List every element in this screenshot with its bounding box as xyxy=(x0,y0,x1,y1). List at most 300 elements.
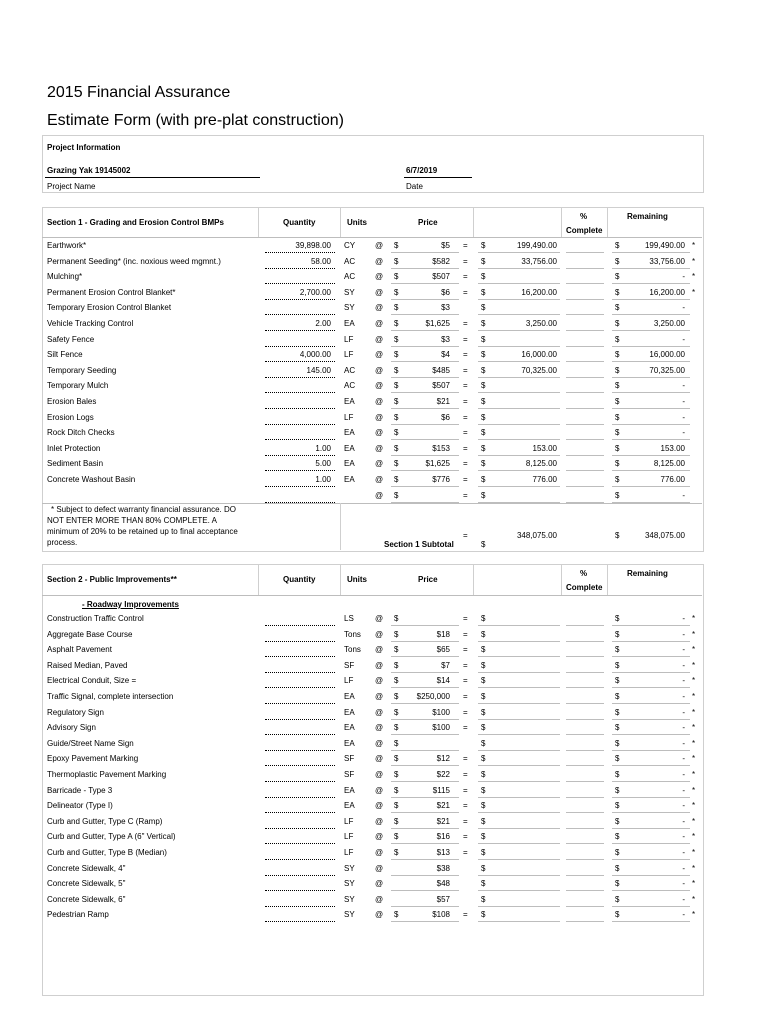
quantity-underline xyxy=(265,890,335,891)
unit-label: LS xyxy=(344,614,354,623)
quantity-underline xyxy=(265,906,335,907)
percent-complete-field[interactable] xyxy=(566,252,604,253)
unit-label: EA xyxy=(344,738,355,748)
remaining-dollar: $ xyxy=(615,707,620,717)
unit-price: $21 xyxy=(436,801,450,811)
percent-complete-field[interactable] xyxy=(566,268,604,269)
quantity-underline xyxy=(265,750,335,751)
quantity-underline xyxy=(265,455,335,456)
table-row xyxy=(0,893,770,908)
unit-label: SY xyxy=(344,863,355,873)
remaining-underline xyxy=(612,672,690,673)
price-dollar: $ xyxy=(394,832,399,842)
section1-header-col-sep xyxy=(340,207,341,237)
total-dollar: $ xyxy=(481,910,486,920)
table-row xyxy=(0,489,770,504)
total-underline xyxy=(478,392,560,393)
price-underline xyxy=(391,392,459,393)
remaining-amount: - xyxy=(682,879,685,889)
at-symbol: @ xyxy=(375,397,384,406)
section2-subheading: - Roadway Improvements xyxy=(82,600,179,609)
price-underline xyxy=(391,439,459,440)
warranty-asterisk: * xyxy=(692,272,696,282)
remaining-amount: - xyxy=(682,303,685,313)
percent-complete-field[interactable] xyxy=(566,843,604,844)
quantity-field[interactable]: 2,700.00 xyxy=(299,287,331,297)
section1-header-col-sep xyxy=(607,207,608,237)
price-dollar: $ xyxy=(394,256,399,266)
unit-label: LF xyxy=(344,412,354,422)
item-name: Regulatory Sign xyxy=(47,707,104,717)
remaining-dollar: $ xyxy=(615,397,620,406)
total-dollar: $ xyxy=(481,801,486,811)
item-name: Permanent Erosion Control Blanket* xyxy=(47,287,176,297)
unit-label: EA xyxy=(344,475,355,484)
item-name: Epoxy Pavement Marking xyxy=(47,754,139,764)
total-underline xyxy=(478,346,560,347)
price-underline xyxy=(391,346,459,347)
percent-complete-field[interactable] xyxy=(566,455,604,456)
at-symbol: @ xyxy=(375,848,384,857)
unit-label: SY xyxy=(344,910,355,920)
percent-complete-field[interactable] xyxy=(566,486,604,487)
price-dollar: $ xyxy=(394,816,399,826)
unit-label: EA xyxy=(344,785,355,795)
quantity-underline xyxy=(265,921,335,922)
total-dollar: $ xyxy=(481,832,486,842)
quantity-underline xyxy=(265,687,335,688)
remaining-underline xyxy=(612,361,690,362)
remaining-dollar: $ xyxy=(615,910,620,920)
item-name: Concrete Sidewalk, 6" xyxy=(47,894,126,904)
table-row xyxy=(0,799,770,814)
total-dollar: $ xyxy=(481,614,486,623)
percent-complete-field[interactable] xyxy=(566,392,604,393)
price-underline xyxy=(391,672,459,673)
total-underline xyxy=(478,656,560,657)
price-underline xyxy=(391,314,459,315)
remaining-amount: - xyxy=(682,785,685,795)
remaining-amount: 70,325.00 xyxy=(649,365,685,375)
project-name-line xyxy=(45,177,260,178)
remaining-dollar: $ xyxy=(615,443,620,453)
price-dollar: $ xyxy=(394,723,399,733)
item-name: Curb and Gutter, Type C (Ramp) xyxy=(47,816,163,826)
total-dollar: $ xyxy=(481,645,486,655)
percent-complete-field[interactable] xyxy=(566,906,604,907)
warranty-asterisk: * xyxy=(692,287,696,297)
unit-label: LF xyxy=(344,676,354,686)
percent-complete-field[interactable] xyxy=(566,408,604,409)
total-underline xyxy=(478,765,560,766)
percent-complete-field[interactable] xyxy=(566,346,604,347)
warranty-asterisk: * xyxy=(692,614,696,623)
percent-complete-field[interactable] xyxy=(566,859,604,860)
remaining-dollar: $ xyxy=(615,723,620,733)
remaining-amount: 153.00 xyxy=(660,443,685,453)
price-dollar: $ xyxy=(394,754,399,764)
project-name-value[interactable]: Grazing Yak 19145002 xyxy=(47,166,131,175)
form-title-line-2: Estimate Form (with pre-plat construction) xyxy=(47,112,344,129)
equals-symbol: = xyxy=(463,475,468,484)
total-dollar: $ xyxy=(481,754,486,764)
remaining-dollar: $ xyxy=(615,459,620,469)
at-symbol: @ xyxy=(375,443,384,453)
remaining-underline xyxy=(612,750,690,751)
percent-complete-field[interactable] xyxy=(566,361,604,362)
unit-label: EA xyxy=(344,459,355,469)
remaining-dollar: $ xyxy=(615,381,620,391)
at-symbol: @ xyxy=(375,475,384,484)
at-symbol: @ xyxy=(375,894,384,904)
percent-complete-field[interactable] xyxy=(566,703,604,704)
remaining-underline xyxy=(612,377,690,378)
percent-complete-field[interactable] xyxy=(566,781,604,782)
at-symbol: @ xyxy=(375,863,384,873)
unit-label: LF xyxy=(344,848,354,857)
table-row xyxy=(0,706,770,721)
remaining-dollar: $ xyxy=(615,692,620,701)
item-name: Erosion Logs xyxy=(47,412,94,422)
percent-complete-field[interactable] xyxy=(566,672,604,673)
unit-label: SF xyxy=(344,660,355,670)
percent-complete-field[interactable] xyxy=(566,641,604,642)
percent-complete-field[interactable] xyxy=(566,625,604,626)
quantity-field[interactable]: 145.00 xyxy=(306,365,331,375)
remaining-dollar: $ xyxy=(615,272,620,282)
equals-symbol: = xyxy=(463,629,468,639)
unit-price: $22 xyxy=(436,770,450,779)
total-dollar: $ xyxy=(481,319,486,328)
percent-complete-field[interactable] xyxy=(566,439,604,440)
percent-complete-field[interactable] xyxy=(566,283,604,284)
quantity-field[interactable]: 5.00 xyxy=(315,459,331,469)
quantity-field[interactable]: 1.00 xyxy=(315,443,331,453)
section1-title: Section 1 - Grading and Erosion Control BMPs xyxy=(47,218,224,227)
unit-price: $3 xyxy=(441,334,450,344)
percent-complete-field[interactable] xyxy=(566,719,604,720)
equals-symbol: = xyxy=(463,272,468,282)
at-symbol: @ xyxy=(375,459,384,469)
total-underline xyxy=(478,641,560,642)
warranty-asterisk: * xyxy=(692,676,696,686)
at-symbol: @ xyxy=(375,614,384,623)
percent-complete-field[interactable] xyxy=(566,656,604,657)
remaining-underline xyxy=(612,921,690,922)
remaining-amount: - xyxy=(682,707,685,717)
remaining-amount: - xyxy=(682,770,685,779)
table-row xyxy=(0,364,770,379)
line-total: 776.00 xyxy=(532,475,557,484)
table-row xyxy=(0,768,770,783)
warranty-asterisk: * xyxy=(692,738,696,748)
remaining-dollar: $ xyxy=(615,412,620,422)
section1-note-line-3: minimum of 20% to be retained up to final acceptance xyxy=(47,527,238,536)
quantity-underline xyxy=(265,656,335,657)
equals-symbol: = xyxy=(463,319,468,328)
table-row xyxy=(0,784,770,799)
item-name: Construction Traffic Control xyxy=(47,614,144,623)
remaining-amount: - xyxy=(682,723,685,733)
remaining-amount: - xyxy=(682,754,685,764)
table-row xyxy=(0,411,770,426)
warranty-asterisk: * xyxy=(692,816,696,826)
warranty-asterisk: * xyxy=(692,692,696,701)
percent-complete-field[interactable] xyxy=(566,921,604,922)
price-dollar: $ xyxy=(394,397,399,406)
warranty-asterisk: * xyxy=(692,754,696,764)
section1-complete-header: Complete xyxy=(566,226,603,235)
item-name: Earthwork* xyxy=(47,241,87,250)
total-dollar: $ xyxy=(481,287,486,297)
total-dollar: $ xyxy=(481,660,486,670)
table-row xyxy=(0,255,770,270)
percent-complete-field[interactable] xyxy=(566,299,604,300)
price-dollar: $ xyxy=(394,443,399,453)
table-row xyxy=(0,333,770,348)
unit-label: LF xyxy=(344,832,354,842)
remaining-underline xyxy=(612,765,690,766)
warranty-asterisk: * xyxy=(692,801,696,811)
total-dollar: $ xyxy=(481,428,486,438)
total-dollar: $ xyxy=(481,738,486,748)
total-underline xyxy=(478,890,560,891)
price-underline xyxy=(391,361,459,362)
unit-price: $48 xyxy=(436,879,450,889)
table-row xyxy=(0,908,770,923)
table-row xyxy=(0,612,770,627)
total-dollar: $ xyxy=(481,256,486,266)
percent-complete-field[interactable] xyxy=(566,875,604,876)
equals-symbol: = xyxy=(463,910,468,920)
equals-symbol: = xyxy=(463,707,468,717)
at-symbol: @ xyxy=(375,490,384,500)
unit-label: Tons xyxy=(344,645,361,655)
price-underline xyxy=(391,408,459,409)
price-underline xyxy=(391,859,459,860)
item-name: Silt Fence xyxy=(47,350,83,360)
quantity-field[interactable]: 58.00 xyxy=(310,256,331,266)
percent-complete-field[interactable] xyxy=(566,797,604,798)
percent-complete-field[interactable] xyxy=(566,828,604,829)
quantity-field[interactable]: 1.00 xyxy=(315,475,331,484)
remaining-underline xyxy=(612,812,690,813)
warranty-asterisk: * xyxy=(692,723,696,733)
price-dollar: $ xyxy=(394,428,399,438)
percent-complete-field[interactable] xyxy=(566,765,604,766)
percent-complete-field[interactable] xyxy=(566,377,604,378)
remaining-dollar: $ xyxy=(615,754,620,764)
percent-complete-field[interactable] xyxy=(566,750,604,751)
table-row xyxy=(0,239,770,254)
section2-quantity-header: Quantity xyxy=(283,575,316,584)
remaining-amount: - xyxy=(682,381,685,391)
percent-complete-field[interactable] xyxy=(566,734,604,735)
section2-header-col-sep xyxy=(561,564,562,595)
remaining-underline xyxy=(612,470,690,471)
at-symbol: @ xyxy=(375,676,384,686)
line-total: 153.00 xyxy=(532,443,557,453)
quantity-underline xyxy=(265,314,335,315)
total-underline xyxy=(478,268,560,269)
section1-note-line-2: NOT ENTER MORE THAN 80% COMPLETE. A xyxy=(47,516,217,525)
total-dollar: $ xyxy=(481,397,486,406)
unit-label: SF xyxy=(344,770,355,779)
price-dollar: $ xyxy=(394,459,399,469)
equals-symbol: = xyxy=(463,848,468,857)
item-name: Thermoplastic Pavement Marking xyxy=(47,770,167,779)
table-row xyxy=(0,348,770,363)
quantity-underline xyxy=(265,361,335,362)
price-underline xyxy=(391,641,459,642)
remaining-dollar: $ xyxy=(615,475,620,484)
total-dollar: $ xyxy=(481,443,486,453)
remaining-dollar: $ xyxy=(615,879,620,889)
remaining-dollar: $ xyxy=(615,334,620,344)
quantity-underline xyxy=(265,719,335,720)
quantity-underline xyxy=(265,859,335,860)
remaining-amount: 776.00 xyxy=(660,475,685,484)
percent-complete-field[interactable] xyxy=(566,424,604,425)
total-dollar: $ xyxy=(481,365,486,375)
price-underline xyxy=(391,797,459,798)
unit-price: $7 xyxy=(441,660,450,670)
remaining-dollar: $ xyxy=(615,287,620,297)
remaining-dollar: $ xyxy=(615,785,620,795)
total-underline xyxy=(478,299,560,300)
unit-label: EA xyxy=(344,428,355,438)
remaining-underline xyxy=(612,641,690,642)
unit-label: SF xyxy=(344,754,355,764)
unit-label: EA xyxy=(344,692,355,701)
at-symbol: @ xyxy=(375,785,384,795)
total-underline xyxy=(478,361,560,362)
remaining-underline xyxy=(612,408,690,409)
section1-subtotal-label: Section 1 Subtotal xyxy=(384,540,454,549)
at-symbol: @ xyxy=(375,660,384,670)
total-underline xyxy=(478,812,560,813)
section1-subtotal-remain: 348,075.00 xyxy=(644,531,685,540)
price-underline xyxy=(391,470,459,471)
section1-price-header: Price xyxy=(418,218,438,227)
section1-header-col-sep xyxy=(561,207,562,237)
remaining-dollar: $ xyxy=(615,676,620,686)
table-row xyxy=(0,737,770,752)
unit-price: $100 xyxy=(432,723,450,733)
percent-complete-field[interactable] xyxy=(566,470,604,471)
line-total: 199,490.00 xyxy=(516,241,557,250)
percent-complete-field[interactable] xyxy=(566,812,604,813)
project-date-label: Date xyxy=(406,182,423,191)
total-dollar: $ xyxy=(481,272,486,282)
section1-note-divider xyxy=(42,503,702,504)
percent-complete-field[interactable] xyxy=(566,890,604,891)
item-name: Rock Ditch Checks xyxy=(47,428,115,438)
total-underline xyxy=(478,377,560,378)
total-underline xyxy=(478,687,560,688)
section1-subtotal-dollar: $ xyxy=(481,540,486,549)
quantity-field[interactable]: 2.00 xyxy=(315,319,331,328)
total-underline xyxy=(478,672,560,673)
remaining-amount: - xyxy=(682,645,685,655)
quantity-underline xyxy=(265,330,335,331)
percent-complete-field[interactable] xyxy=(566,330,604,331)
at-symbol: @ xyxy=(375,272,384,282)
quantity-underline xyxy=(265,299,335,300)
form-title-line-1: 2015 Financial Assurance xyxy=(47,84,231,101)
remaining-amount: - xyxy=(682,738,685,748)
price-underline xyxy=(391,750,459,751)
quantity-underline xyxy=(265,252,335,253)
warranty-asterisk: * xyxy=(692,770,696,779)
unit-price: $6 xyxy=(441,412,450,422)
warranty-asterisk: * xyxy=(692,241,696,250)
project-date-value[interactable]: 6/7/2019 xyxy=(406,166,438,175)
quantity-field[interactable]: 39,898.00 xyxy=(295,241,331,250)
price-dollar: $ xyxy=(394,490,399,500)
equals-symbol: = xyxy=(463,443,468,453)
percent-complete-field[interactable] xyxy=(566,687,604,688)
remaining-amount: - xyxy=(682,629,685,639)
item-name: Erosion Bales xyxy=(47,397,97,406)
quantity-underline xyxy=(265,672,335,673)
unit-label: EA xyxy=(344,723,355,733)
price-dollar: $ xyxy=(394,785,399,795)
total-underline xyxy=(478,455,560,456)
equals-symbol: = xyxy=(463,785,468,795)
unit-price: $1,625 xyxy=(425,319,450,328)
percent-complete-field[interactable] xyxy=(566,314,604,315)
price-underline xyxy=(391,687,459,688)
price-dollar: $ xyxy=(394,334,399,344)
unit-label: SY xyxy=(344,894,355,904)
total-dollar: $ xyxy=(481,350,486,360)
equals-symbol: = xyxy=(463,397,468,406)
remaining-dollar: $ xyxy=(615,303,620,313)
remaining-underline xyxy=(612,424,690,425)
quantity-field[interactable]: 4,000.00 xyxy=(299,350,331,360)
total-underline xyxy=(478,828,560,829)
unit-label: AC xyxy=(344,272,356,282)
section1-note-line-4: process. xyxy=(47,538,78,547)
total-underline xyxy=(478,859,560,860)
warranty-asterisk: * xyxy=(692,645,696,655)
equals-symbol: = xyxy=(463,676,468,686)
table-row xyxy=(0,877,770,892)
total-underline xyxy=(478,781,560,782)
table-row xyxy=(0,395,770,410)
quantity-underline xyxy=(265,641,335,642)
unit-price: $16 xyxy=(436,832,450,842)
table-row xyxy=(0,442,770,457)
equals-symbol: = xyxy=(463,428,468,438)
remaining-amount: - xyxy=(682,428,685,438)
table-row xyxy=(0,628,770,643)
equals-symbol: = xyxy=(463,490,468,500)
table-row xyxy=(0,659,770,674)
warranty-asterisk: * xyxy=(692,848,696,857)
unit-label: EA xyxy=(344,707,355,717)
at-symbol: @ xyxy=(375,629,384,639)
remaining-underline xyxy=(612,299,690,300)
total-underline xyxy=(478,921,560,922)
section2-pct-header: % xyxy=(580,569,588,578)
section1-subtotal-value: 348,075.00 xyxy=(516,531,557,540)
table-row xyxy=(0,643,770,658)
remaining-dollar: $ xyxy=(615,894,620,904)
quantity-underline xyxy=(265,408,335,409)
total-dollar: $ xyxy=(481,676,486,686)
